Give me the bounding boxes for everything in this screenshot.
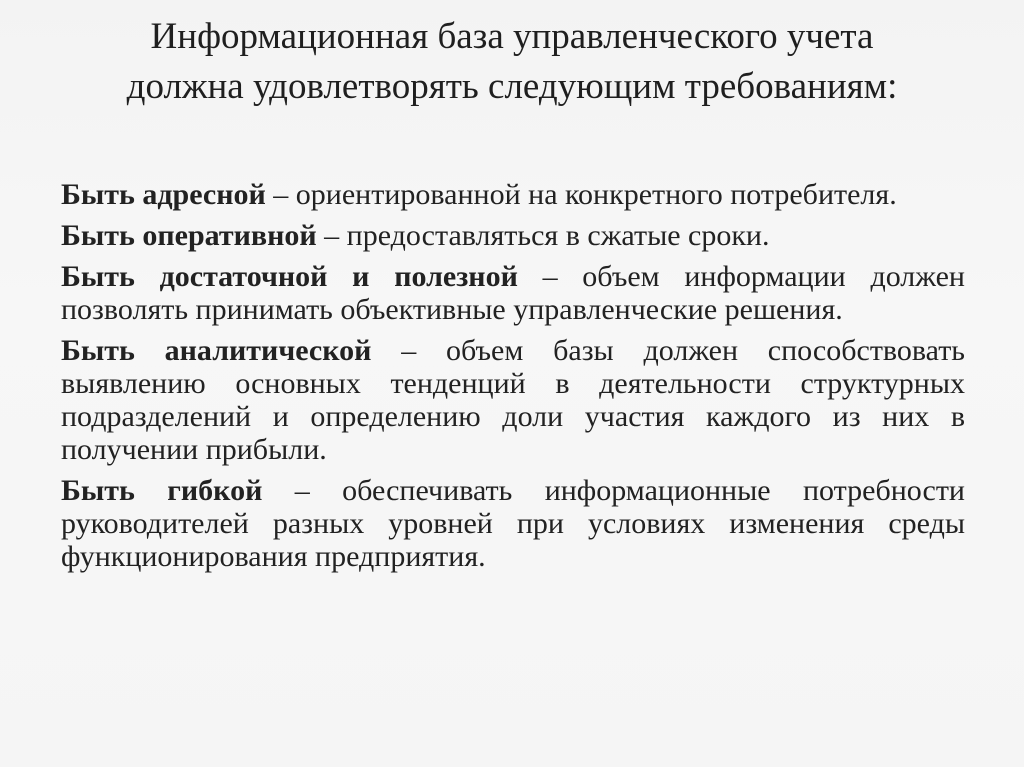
- title-line-1: Информационная база управленческого учета: [150, 16, 874, 57]
- requirement-description: – объем информации должен позволять принимать объективные управленческие решения.: [61, 260, 965, 326]
- requirement-addressable: [61, 178, 965, 211]
- slide-title: [60, 12, 964, 112]
- requirement-description: – предоставляться в сжатые сроки.: [316, 219, 770, 252]
- requirements-list: [61, 178, 965, 581]
- requirement-flexible: [61, 474, 965, 573]
- requirement-description: – ориентированной на конкретного потребителя.: [265, 178, 897, 211]
- requirement-sufficient-useful: [61, 260, 965, 326]
- requirement-term: Быть гибкой: [61, 474, 263, 507]
- requirement-term: Быть достаточной и полезной: [61, 260, 518, 293]
- requirement-analytical: [61, 334, 965, 466]
- requirement-term: Быть аналитической: [61, 334, 372, 367]
- title-line-2: должна удовлетворять следующим требованиям:: [126, 66, 898, 107]
- requirement-description: – объем базы должен способствовать выявлению основных тенденций в деятельности структурных подразделений и определению доли участия каждого из них в получении прибыли.: [61, 334, 965, 466]
- requirement-description: – обеспечивать информационные потребности руководителей разных уровней при условиях изменения среды функционирования предприятия.: [61, 474, 965, 573]
- requirement-term: Быть адресной: [61, 178, 266, 211]
- requirement-term: Быть оперативной: [61, 219, 317, 252]
- requirement-operational: [61, 219, 965, 252]
